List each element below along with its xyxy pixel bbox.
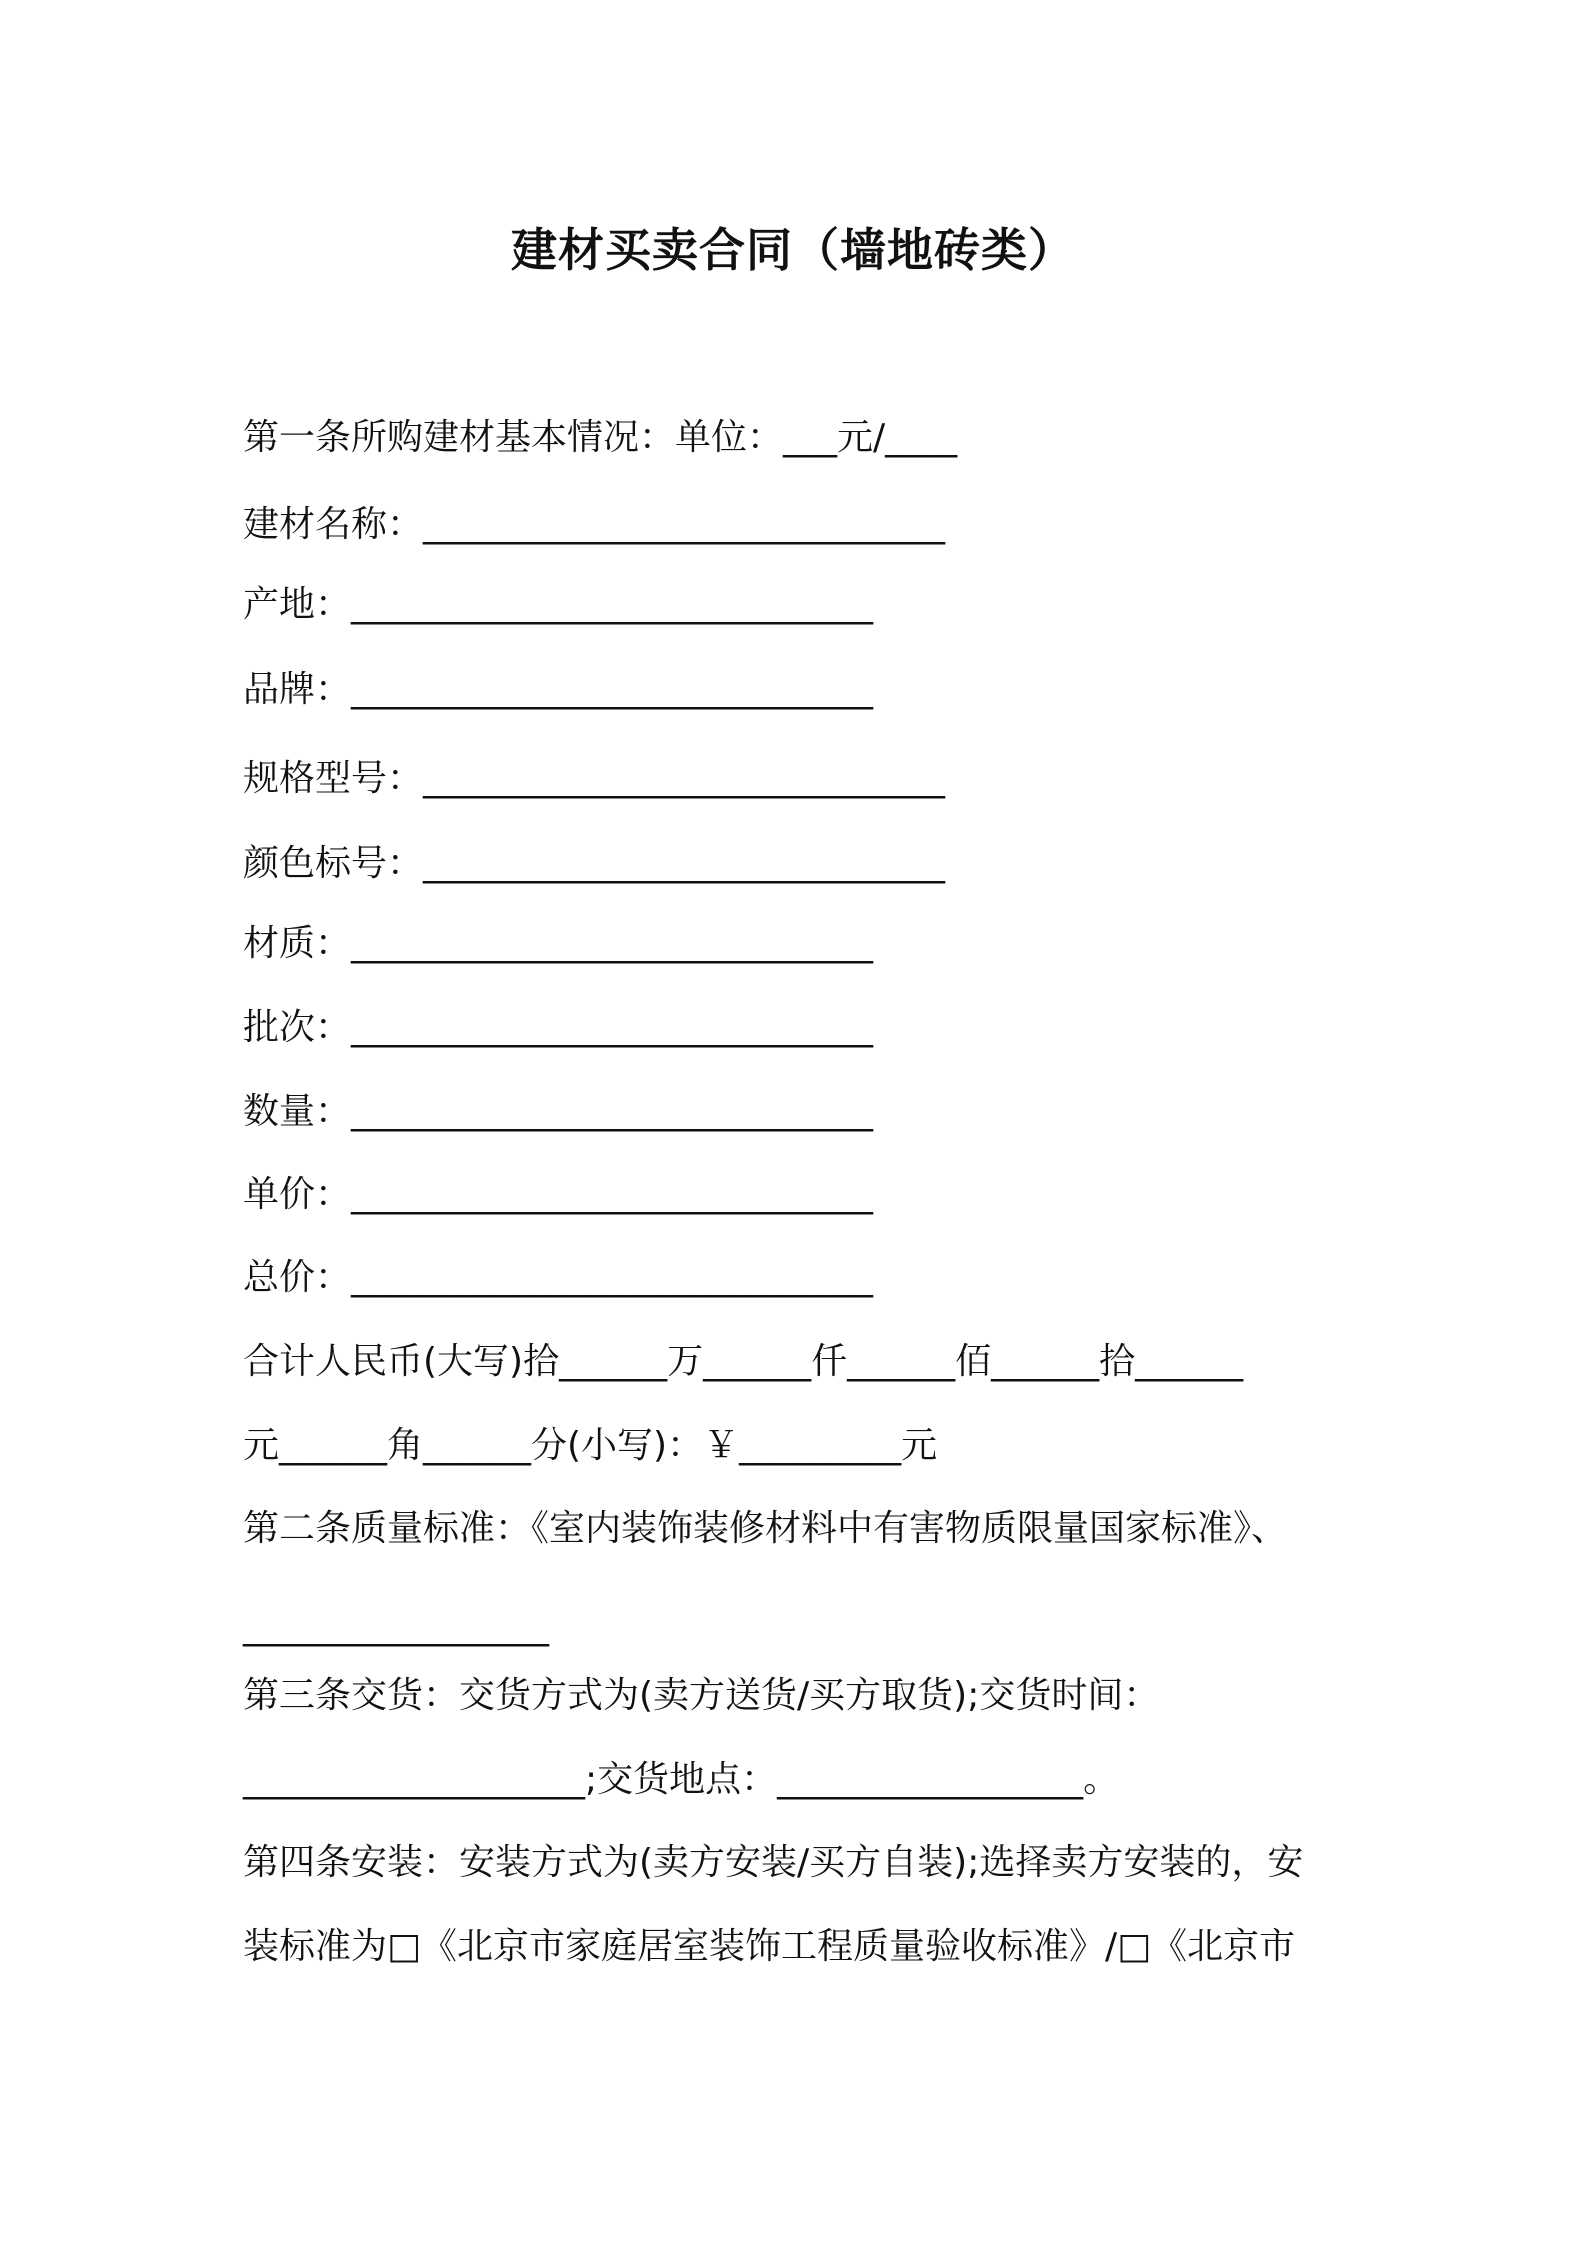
field-color-code: 颜色标号：_____________________________	[243, 843, 946, 884]
clause-2-quality: 第二条质量标准：《室内装饰装修材料中有害物质限量国家标准》、	[243, 1508, 1288, 1549]
field-unit-price: 单价：_____________________________	[243, 1174, 874, 1215]
amount-uppercase-line: 合计人民币(大写)拾______万______仟______佰______拾______	[243, 1341, 1244, 1382]
clause-2-blank: _________________	[243, 1606, 549, 1647]
field-material-name: 建材名称：_____________________________	[243, 504, 946, 545]
field-total-price: 总价：_____________________________	[243, 1257, 874, 1298]
field-origin: 产地：_____________________________	[243, 584, 874, 625]
field-quantity: 数量：_____________________________	[243, 1091, 874, 1132]
document-title: 建材买卖合同（墙地砖类）	[511, 223, 1075, 277]
clause-4-installation: 第四条安装：安装方式为(卖方安装/买方自装);选择卖方安装的，安	[243, 1842, 1304, 1883]
field-spec-model: 规格型号：_____________________________	[243, 758, 946, 799]
field-batch: 批次：_____________________________	[243, 1007, 874, 1048]
field-material-quality: 材质：_____________________________	[243, 923, 874, 964]
clause-3-delivery-place: ___________________;交货地点：_________________。	[243, 1759, 1120, 1800]
clause-3-delivery: 第三条交货：交货方式为(卖方送货/买方取货);交货时间：	[243, 1675, 1160, 1716]
amount-lowercase-line: 元______角______分(小写)：￥_________元	[243, 1425, 938, 1466]
clause-4-installation-standard: 装标准为□《北京市家庭居室装饰工程质量验收标准》/□《北京市	[243, 1926, 1296, 1967]
field-brand: 品牌：_____________________________	[243, 669, 874, 710]
clause-1-header: 第一条所购建材基本情况：单位：___元/____	[243, 417, 958, 458]
